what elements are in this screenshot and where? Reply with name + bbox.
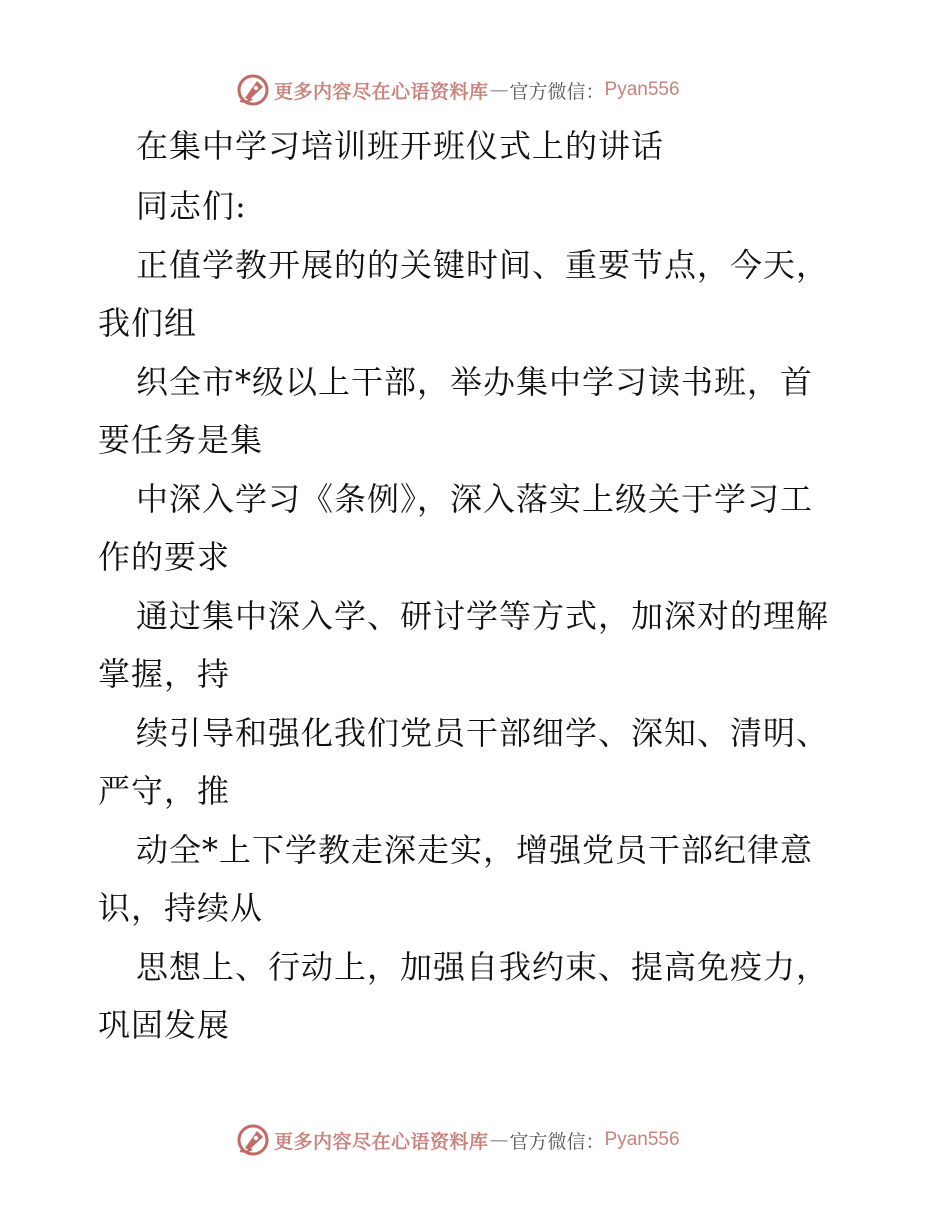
footer-watermark [236, 1122, 680, 1158]
text-line: 巩固发展 [98, 1006, 231, 1044]
wechat-id: Pyan556 [604, 79, 680, 100]
watermark-dash: — [489, 79, 509, 101]
text-line: 动全*上下学教走深走实，增强党员干部纪律意 [136, 831, 814, 869]
text-line: 正值学教开展的的关键时间、重要节点，今天， [136, 246, 830, 284]
text-line: 通过集中深入学、研讨学等方式，加深对的理解 [136, 597, 830, 635]
watermark-dash: — [489, 1129, 509, 1151]
watermark-text: 更多内容尽在心语资料库 [274, 1130, 489, 1153]
text-line: 严守，推 [98, 772, 231, 810]
text-line: 续引导和强化我们党员干部细学、深知、清明、 [136, 714, 830, 752]
text-line: 我们组 [98, 304, 198, 342]
document-title: 在集中学习培训班开班仪式上的讲话 [136, 127, 665, 165]
text-line: 中深入学习《条例》，深入落实上级关于学习工 [136, 480, 814, 518]
text-line: 掌握，持 [98, 655, 231, 693]
watermark-text: 更多内容尽在心语资料库 [274, 80, 489, 103]
wechat-label: 官方微信： [509, 1130, 605, 1153]
wechat-id: Pyan556 [604, 1129, 680, 1150]
text-line: 思想上、行动上，加强自我约束、提高免疫力， [136, 948, 830, 986]
text-line: 织全市*级以上干部，举办集中学习读书班，首 [136, 363, 814, 401]
text-line: 要任务是集 [98, 421, 264, 459]
wechat-label: 官方微信： [509, 80, 605, 103]
salutation: 同志们: [136, 187, 247, 225]
text-line: 作的要求 [98, 538, 231, 576]
pen-nib-logo-icon [236, 1123, 270, 1157]
text-line: 识，持续从 [98, 889, 264, 927]
